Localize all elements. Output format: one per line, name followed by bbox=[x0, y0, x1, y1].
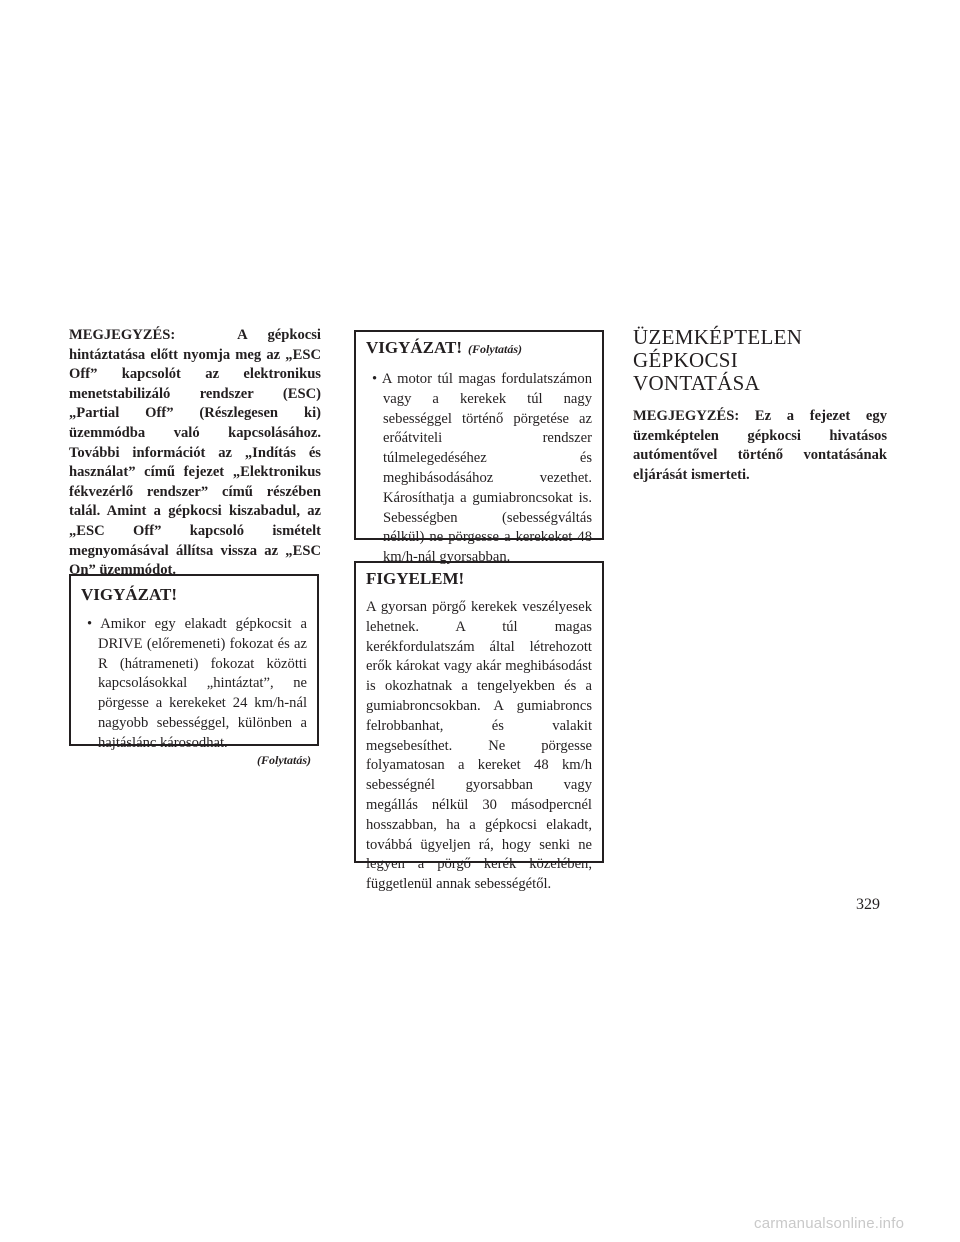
note-label: MEGJEGYZÉS: bbox=[633, 408, 740, 424]
warning-bullet: • A motor túl magas fordulatszámon vagy a kerekek túl nagy sebességgel történő pörgetése az erőátviteli rendszer túlmelegedéséhez és meghibásodásához vezethet. Károsíthatja a gumiabroncsokat is. Sebességben (sebességváltás nélkül) ne pörgesse a kerekeket 48 km/h-nál gyorsabban. bbox=[372, 371, 592, 566]
note-text: Ez a fejezet egy üzemképtelen gépkocsi hivatásos autómentővel történő vontatásának eljárását ismerteti. bbox=[633, 408, 887, 483]
page-number: 329 bbox=[856, 896, 880, 913]
warning-title: VIGYÁZAT! bbox=[81, 585, 178, 604]
warning-bullet: • Amikor egy elakadt gépkocsit a DRIVE (előremeneti) fokozat és az R (hátrameneti) fokozat közötti kapcsolásokkal „hintáztat”, ne pörgesse a kerekeket 24 km/h-nál nagyobb sebességgel, különben a hajtáslánc károsodhat. bbox=[87, 616, 307, 751]
caution-box bbox=[354, 561, 604, 893]
warning-title: VIGYÁZAT! (Folytatás) bbox=[366, 338, 523, 357]
continued-label: (Folytatás) bbox=[257, 753, 311, 767]
note-paragraph bbox=[633, 407, 887, 485]
section-heading: ÜZEMKÉPTELEN GÉPKOCSI VONTATÁSA bbox=[633, 325, 803, 395]
note-label: MEGJEGYZÉS: bbox=[69, 327, 176, 343]
caution-text: A gyorsan pörgő kerekek veszélyesek lehetnek. A túl magas kerékfordulatszám által létrehozott erők károkat vagy akár meghibásodást is okozhatnak a tengelyekben és a gumiabroncsokban. A gumiabroncs felrobbanhat, és valakit megsebesíthet. Ne pörgesse folyamatosan a kereket 48 km/h sebességnél gyorsabban vagy megállás nélkül 30 másodpercnél hosszabban, ha a gépkocsi elakadt, továbbá ügyeljen rá, hogy senki ne legyen a pörgő kerék közelében, függetlenül annak sebességétől. bbox=[366, 599, 592, 893]
warning-continued-label: (Folytatás) bbox=[468, 342, 523, 356]
warning-continued-box bbox=[354, 330, 604, 566]
watermark: carmanualsonline.info bbox=[754, 1215, 905, 1232]
note-paragraph bbox=[69, 326, 321, 581]
caution-title: FIGYELEM! bbox=[366, 569, 465, 588]
note-text: A gépkocsi hintáztatása előtt nyomja meg az „ESC Off” kapcsolót az elektronikus menetstabilizáló rendszer (ESC) „Partial Off” (Részlegesen ki) üzemmódba való kapcsolásához. További információt az „Indítás és használat” című fejezet „Elektronikus fékvezérlő rendszer” című részében talál. Amint a gépkocsi kiszabadul, az „ESC Off” kapcsoló ismételt megnyomásával állítsa vissza az „ESC On” üzemmódot. bbox=[69, 327, 321, 579]
warning-box bbox=[69, 574, 319, 751]
